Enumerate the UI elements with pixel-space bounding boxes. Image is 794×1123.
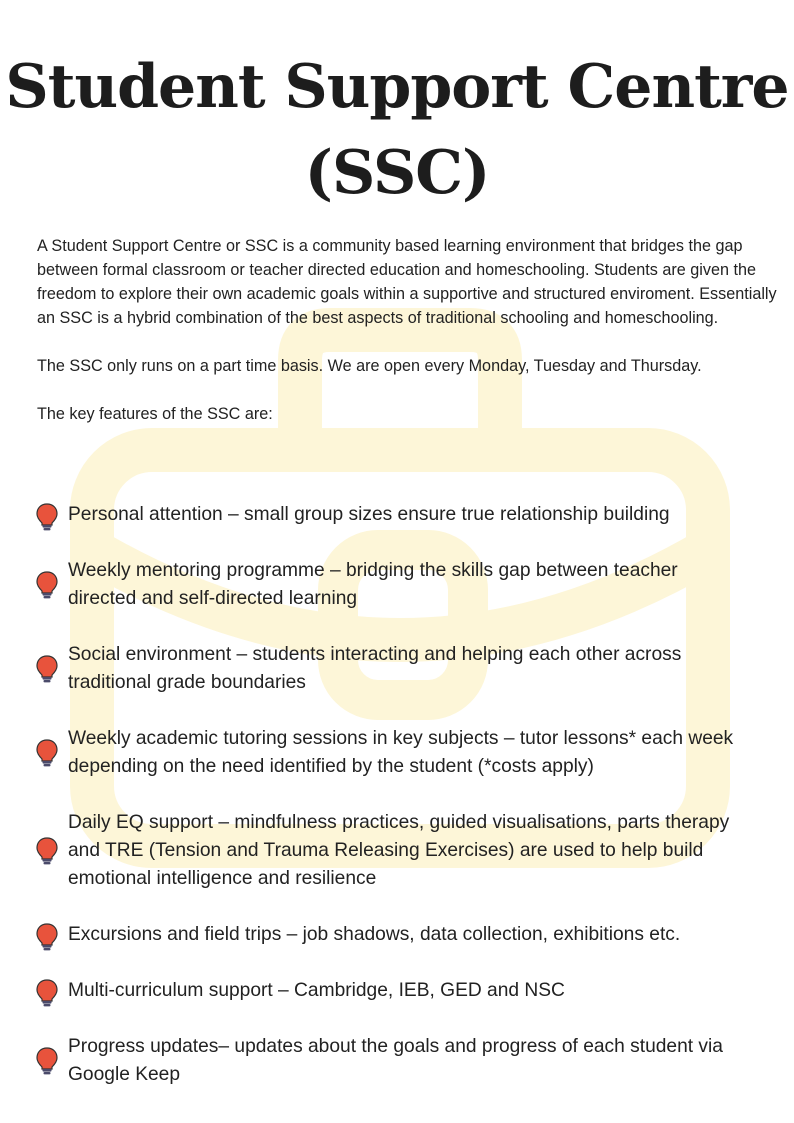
feature-text: Personal attention – small group sizes ensure true relationship building — [68, 504, 670, 525]
light-bulb-icon — [35, 1035, 59, 1089]
light-bulb-icon — [35, 727, 59, 781]
light-bulb-icon — [35, 559, 59, 613]
feature-item — [35, 977, 755, 1009]
light-bulb-icon — [35, 979, 59, 1009]
light-bulb-icon — [35, 923, 59, 953]
feature-text: Multi-curriculum support – Cambridge, IEB, GED and NSC — [68, 980, 565, 1001]
feature-text: Daily EQ support – mindfulness practices, guided visualisations, parts therapy and TRE (Tension and Trauma Releasing Exercises) are used to help build emotional intelligence and resilience — [68, 812, 730, 889]
feature-item — [35, 501, 755, 533]
feature-item — [35, 641, 755, 697]
intro-paragraph: The SSC only runs on a part time basis. We are open every Monday, Tuesday and Thursday. — [37, 357, 702, 375]
feature-item — [35, 809, 755, 893]
feature-text: Weekly mentoring programme – bridging the skills gap between teacher directed and self-directed learning — [68, 560, 678, 609]
feature-item — [35, 725, 755, 781]
features-heading: The key features of the SSC are: — [37, 405, 273, 423]
feature-text: Weekly academic tutoring sessions in key subjects – tutor lessons* each week depending on the need identified by the student (*costs apply) — [68, 728, 734, 777]
feature-text: Progress updates– updates about the goals and progress of each student via Google Keep — [68, 1036, 723, 1085]
feature-item — [35, 557, 755, 613]
light-bulb-icon — [35, 811, 59, 893]
light-bulb-icon — [35, 643, 59, 697]
intro-paragraph: A Student Support Centre or SSC is a community based learning environment that bridges the gap between formal classroom or teacher directed education and homeschooling. Students are given the freedom to explore their own academic goals within a supportive and structured enviroment. Essentially an SSC is a hybrid combination of the best aspects of traditional schooling and homeschooling. — [37, 237, 777, 327]
page-title: Student Support Centre (SSC) — [5, 52, 789, 208]
intro-section — [37, 234, 777, 450]
light-bulb-icon — [35, 503, 59, 533]
feature-text: Excursions and field trips – job shadows, data collection, exhibitions etc. — [68, 924, 681, 945]
feature-item — [35, 1033, 755, 1089]
feature-item — [35, 921, 755, 953]
feature-text: Social environment – students interacting and helping each other across traditional grade boundaries — [68, 644, 682, 693]
